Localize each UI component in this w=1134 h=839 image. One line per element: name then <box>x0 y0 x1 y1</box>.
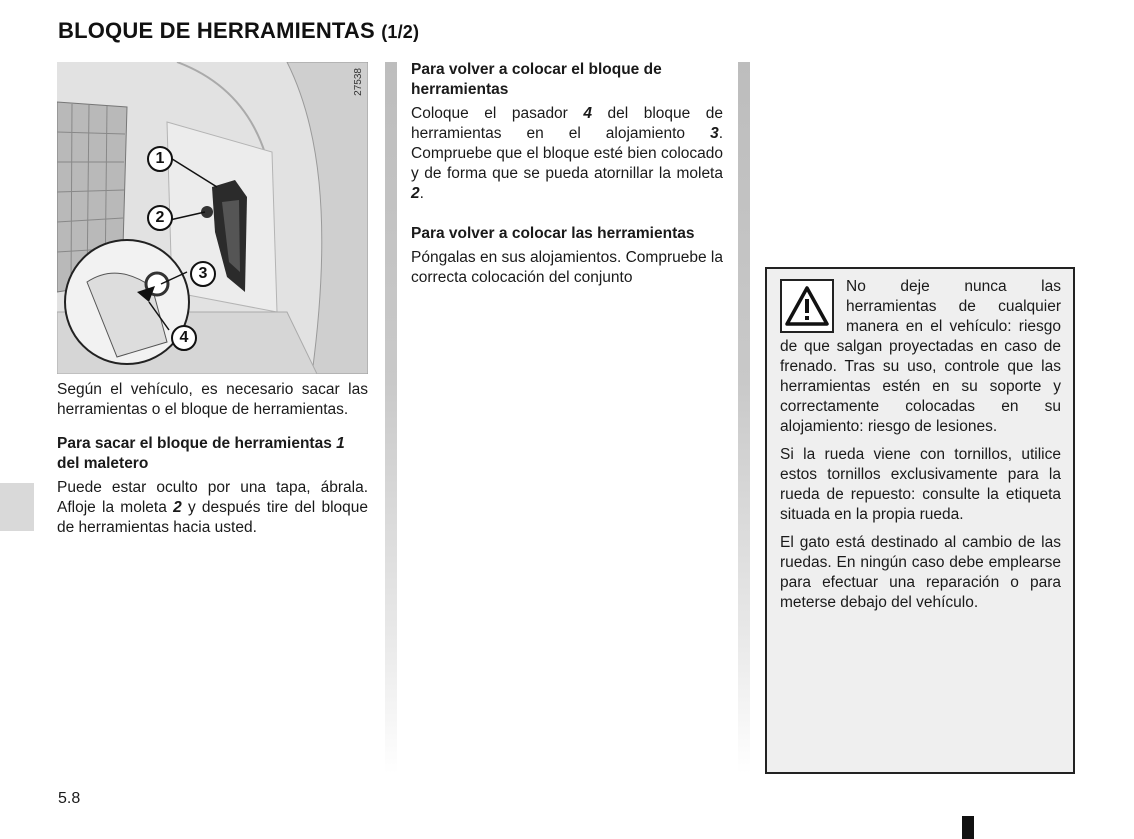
chapter-side-tab <box>0 483 34 531</box>
refit-block-paragraph <box>411 104 723 204</box>
page-title <box>58 18 419 44</box>
remove-paragraph <box>57 478 368 538</box>
middle-column <box>411 60 723 302</box>
section-heading-refit-block: Para volver a colocar el bloque de herramientas <box>411 61 662 98</box>
column-divider-right <box>738 62 750 774</box>
left-column <box>57 380 368 552</box>
callout-2: 2 <box>147 205 173 231</box>
ref-number: 4 <box>583 105 592 122</box>
refit-tools-paragraph: Póngalas en sus alojamientos. Compruebe la correcta colocación del conjunto <box>411 249 723 286</box>
heading-ref-number: 1 <box>336 435 345 452</box>
paragraph-text: y después tire del bloque de herramientas hacia usted. <box>57 499 368 536</box>
section-heading-remove <box>57 434 368 474</box>
ref-number: 2 <box>173 499 182 516</box>
paragraph-text: del bloque de herramientas en el alojamiento <box>411 105 723 142</box>
page-number: 5.8 <box>58 790 81 807</box>
heading-text: del maletero <box>57 455 149 472</box>
callout-1: 1 <box>147 146 173 172</box>
heading-text: Para sacar el bloque de herramientas <box>57 435 337 452</box>
paragraph-text: . <box>419 185 424 202</box>
paragraph-text: . Compruebe que el bloque esté bien colocado y de forma que se pueda atornillar la moleta <box>411 125 723 182</box>
tool-block-illustration <box>57 62 368 374</box>
ref-number: 2 <box>411 185 420 202</box>
warning-paragraph-2: Si la rueda viene con tornillos, utilice estos tornillos exclusivamente para la rueda de repuesto: consulte la etiqueta situada en la propia rueda. <box>780 446 1061 523</box>
paragraph-text: Coloque el pasador <box>411 105 584 122</box>
section-heading-refit-tools: Para volver a colocar las herramientas <box>411 225 695 242</box>
column-divider-left <box>385 62 397 774</box>
page-title-part: (1/2) <box>381 22 420 42</box>
warning-box <box>765 267 1075 774</box>
ref-number: 3 <box>710 125 719 142</box>
paragraph-text: Puede estar oculto por una tapa, ábrala. Afloje la moleta <box>57 479 368 516</box>
page-title-text: BLOQUE DE HERRAMIENTAS <box>58 18 375 43</box>
callout-3: 3 <box>190 261 216 287</box>
trunk-drawing <box>57 62 368 374</box>
warning-paragraph-3: El gato está destinado al cambio de las ruedas. En ningún caso debe emplearse para efectuar una reparación o para meterse debajo del vehículo. <box>780 534 1061 611</box>
intro-paragraph: Según el vehículo, es necesario sacar las herramientas o el bloque de herramientas. <box>57 381 368 418</box>
warning-paragraph-1: No deje nunca las herramientas de cualquier manera en el vehículo: riesgo de que salgan proyectadas en caso de frenado. Tras su uso, controle que las herramientas estén en su soporte y correctamente colocadas en su alojamiento: riesgo de lesiones. <box>780 278 1061 435</box>
callout-4: 4 <box>171 325 197 351</box>
warning-triangle-icon <box>780 279 834 333</box>
page-corner-mark <box>962 816 974 839</box>
figure-reference-number: 27538 <box>353 68 364 96</box>
